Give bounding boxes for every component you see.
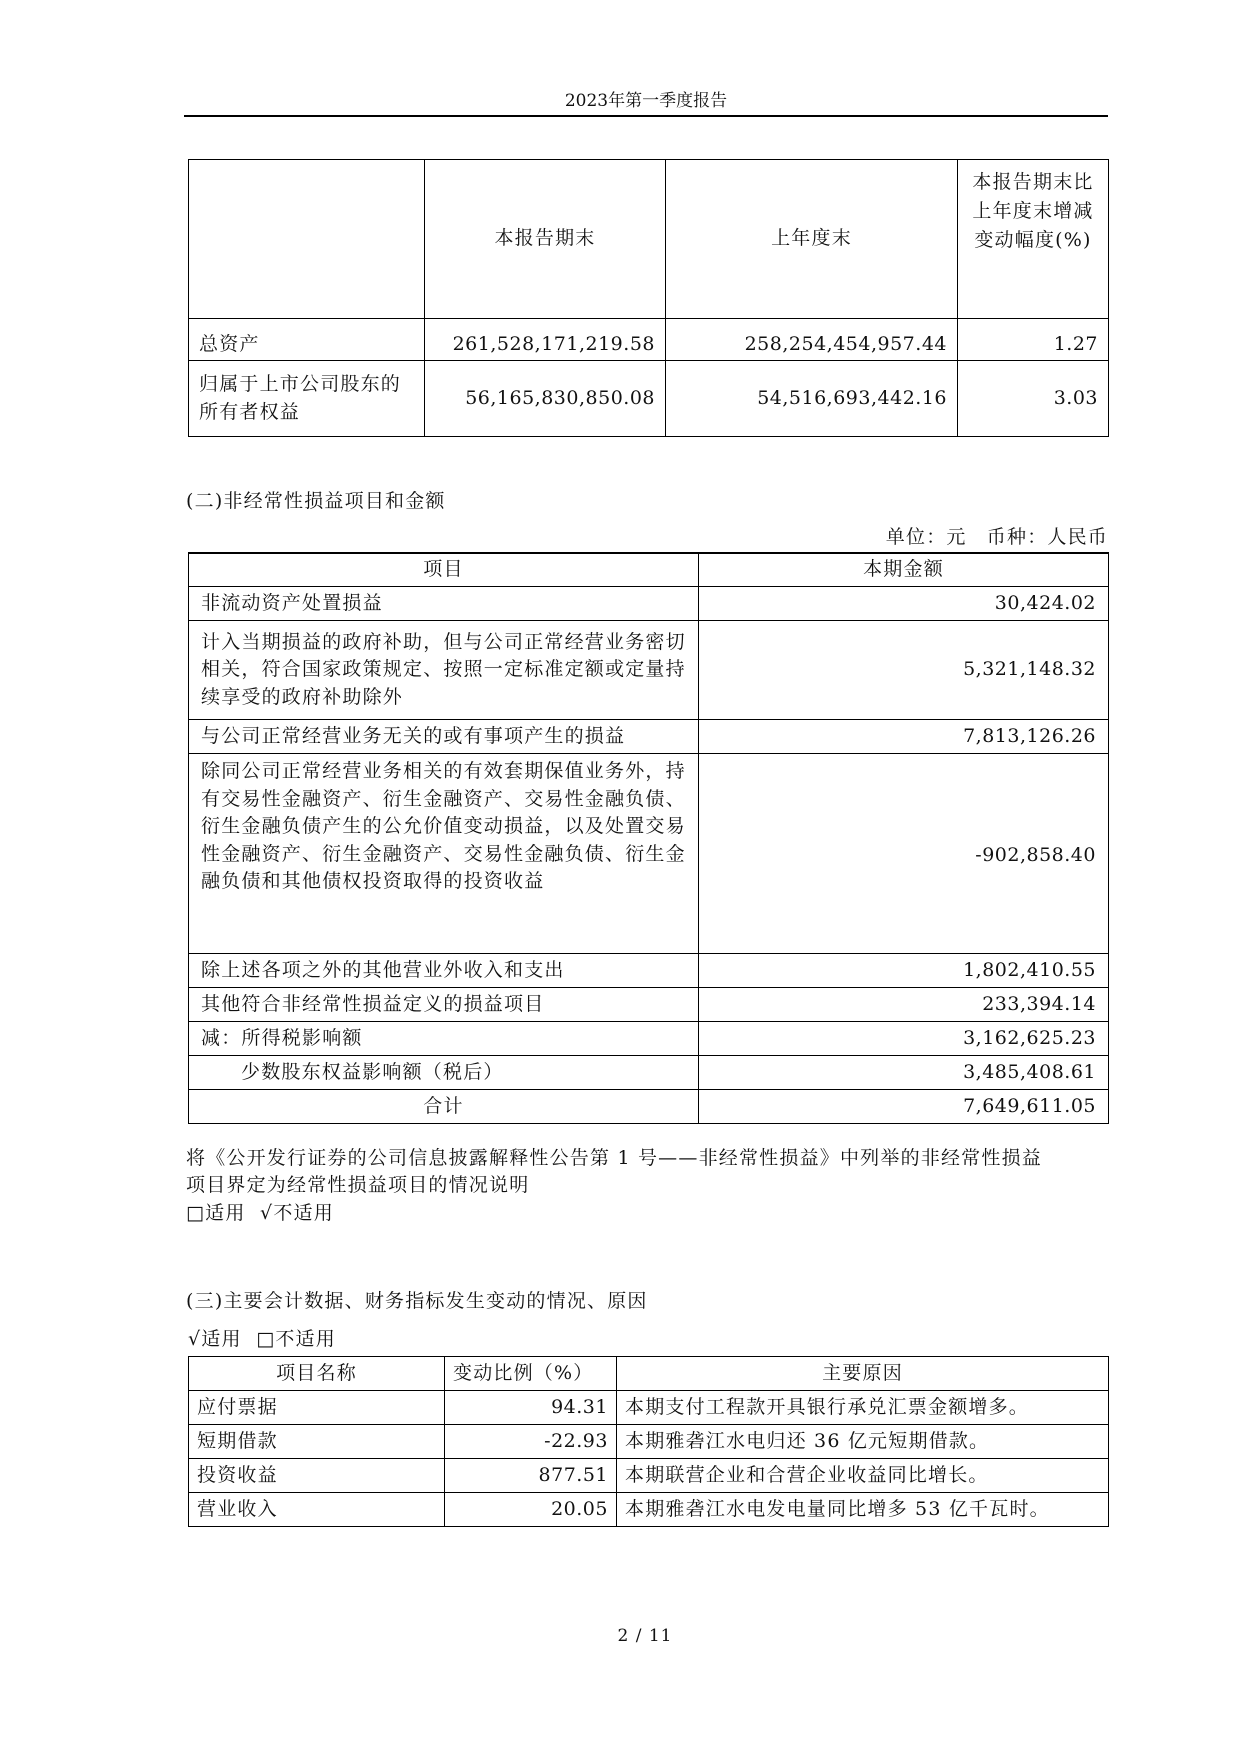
table-row [189, 1056, 1109, 1090]
applicability-options [188, 1326, 336, 1354]
item-amount: 3,485,408.61 [699, 1056, 1109, 1090]
change-ratio: 20.05 [445, 1493, 617, 1527]
applicability-options [186, 1200, 334, 1228]
item-amount: 30,424.02 [699, 587, 1109, 621]
change-pct: 3.03 [958, 361, 1109, 437]
unit-line: 单位：元 币种：人民币 [885, 526, 1108, 548]
table-row [189, 319, 1109, 361]
main-reason: 本期联营企业和合营企业收益同比增长。 [617, 1459, 1109, 1493]
header-cell-item: 项目 [189, 553, 699, 587]
table-header-row [189, 160, 1109, 319]
header-rule [184, 115, 1108, 117]
change-reasons-table [188, 1356, 1109, 1527]
table-row [189, 1391, 1109, 1425]
item-label: 除上述各项之外的其他营业外收入和支出 [189, 954, 699, 988]
note-paragraph-line1: 将《公开发行证券的公司信息披露解释性公告第 1 号——非经常性损益》中列举的非经常性损益 [186, 1147, 1042, 1169]
page-header: 2023年第一季度报告 [564, 91, 728, 111]
total-amount: 7,649,611.05 [699, 1090, 1109, 1124]
main-reason: 本期雅砻江水电归还 36 亿元短期借款。 [617, 1425, 1109, 1459]
total-row [189, 1090, 1109, 1124]
item-name: 营业收入 [189, 1493, 445, 1527]
row-label [189, 361, 425, 437]
item-label: 与公司正常经营业务无关的或有事项产生的损益 [189, 720, 699, 754]
item-amount: 3,162,625.23 [699, 1022, 1109, 1056]
header-cell-name: 项目名称 [189, 1357, 445, 1391]
item-label: 其他符合非经常性损益定义的损益项目 [189, 988, 699, 1022]
table-row [189, 720, 1109, 754]
current-value: 261,528,171,219.58 [425, 319, 666, 361]
header-line: 变动幅度(%) [974, 229, 1092, 251]
table-row [189, 988, 1109, 1022]
item-label: 减：所得税影响额 [189, 1022, 699, 1056]
item-amount: 5,321,148.32 [699, 621, 1109, 720]
item-amount: 233,394.14 [699, 988, 1109, 1022]
main-reason: 本期支付工程款开具银行承兑汇票金额增多。 [617, 1391, 1109, 1425]
table-row [189, 1493, 1109, 1527]
change-ratio: -22.93 [445, 1425, 617, 1459]
header-cell-change-pct [958, 160, 1109, 319]
prior-value: 54,516,693,442.16 [666, 361, 958, 437]
header-cell-empty [189, 160, 425, 319]
header-line: 本报告期末比 [972, 171, 1094, 193]
change-ratio: 94.31 [445, 1391, 617, 1425]
item-label: 少数股东权益影响额（税后） [189, 1056, 699, 1090]
table-header-row [189, 1357, 1109, 1391]
item-name: 短期借款 [189, 1425, 445, 1459]
table-row [189, 621, 1109, 720]
note-paragraph-line2: 项目界定为经常性损益项目的情况说明 [186, 1174, 530, 1196]
table-row [189, 587, 1109, 621]
change-ratio: 877.51 [445, 1459, 617, 1493]
checkbox-applicable-checked: √适用 [188, 1328, 242, 1350]
change-pct: 1.27 [958, 319, 1109, 361]
table-row [189, 1425, 1109, 1459]
header-cell-amount: 本期金额 [699, 553, 1109, 587]
item-label: 非流动资产处置损益 [189, 587, 699, 621]
section-title: (三)主要会计数据、财务指标发生变动的情况、原因 [186, 1290, 648, 1312]
header-line: 上年度末增减 [972, 200, 1094, 222]
label-line: 所有者权益 [199, 400, 301, 423]
checkbox-applicable-unchecked: □适用 [186, 1202, 246, 1224]
page-number: 2 / 11 [617, 1626, 673, 1646]
prior-value: 258,254,454,957.44 [666, 319, 958, 361]
main-reason: 本期雅砻江水电发电量同比增多 53 亿千瓦时。 [617, 1493, 1109, 1527]
balance-table [188, 159, 1109, 437]
header-cell-change: 变动比例（%） [445, 1357, 617, 1391]
item-name: 应付票据 [189, 1391, 445, 1425]
table-row [189, 754, 1109, 954]
non-recurring-table [188, 552, 1109, 1124]
row-label: 总资产 [189, 319, 425, 361]
item-amount: -902,858.40 [699, 754, 1109, 954]
item-label: 计入当期损益的政府补助，但与公司正常经营业务密切相关，符合国家政策规定、按照一定标准定额或定量持续享受的政府补助除外 [189, 621, 699, 720]
header-cell-prior: 上年度末 [666, 160, 958, 319]
table-row [189, 954, 1109, 988]
item-amount: 1,802,410.55 [699, 954, 1109, 988]
header-cell-reason: 主要原因 [617, 1357, 1109, 1391]
item-name: 投资收益 [189, 1459, 445, 1493]
table-header-row [189, 553, 1109, 587]
table-row [189, 361, 1109, 437]
table-row [189, 1459, 1109, 1493]
current-value: 56,165,830,850.08 [425, 361, 666, 437]
item-label: 除同公司正常经营业务相关的有效套期保值业务外，持有交易性金融资产、衍生金融资产、交易性金融负债、衍生金融负债产生的公允价值变动损益，以及处置交易性金融资产、衍生金融资产、交易性金融负债、衍生金融负债和其他债权投资取得的投资收益 [189, 754, 699, 954]
checkbox-not-applicable-checked: √不适用 [260, 1202, 334, 1224]
table-row [189, 1022, 1109, 1056]
label-line: 归属于上市公司股东的 [199, 373, 402, 395]
checkbox-not-applicable-unchecked: □不适用 [256, 1328, 336, 1350]
section-title: (二)非经常性损益项目和金额 [186, 490, 446, 512]
total-label: 合计 [189, 1090, 699, 1124]
item-amount: 7,813,126.26 [699, 720, 1109, 754]
header-cell-current: 本报告期末 [425, 160, 666, 319]
